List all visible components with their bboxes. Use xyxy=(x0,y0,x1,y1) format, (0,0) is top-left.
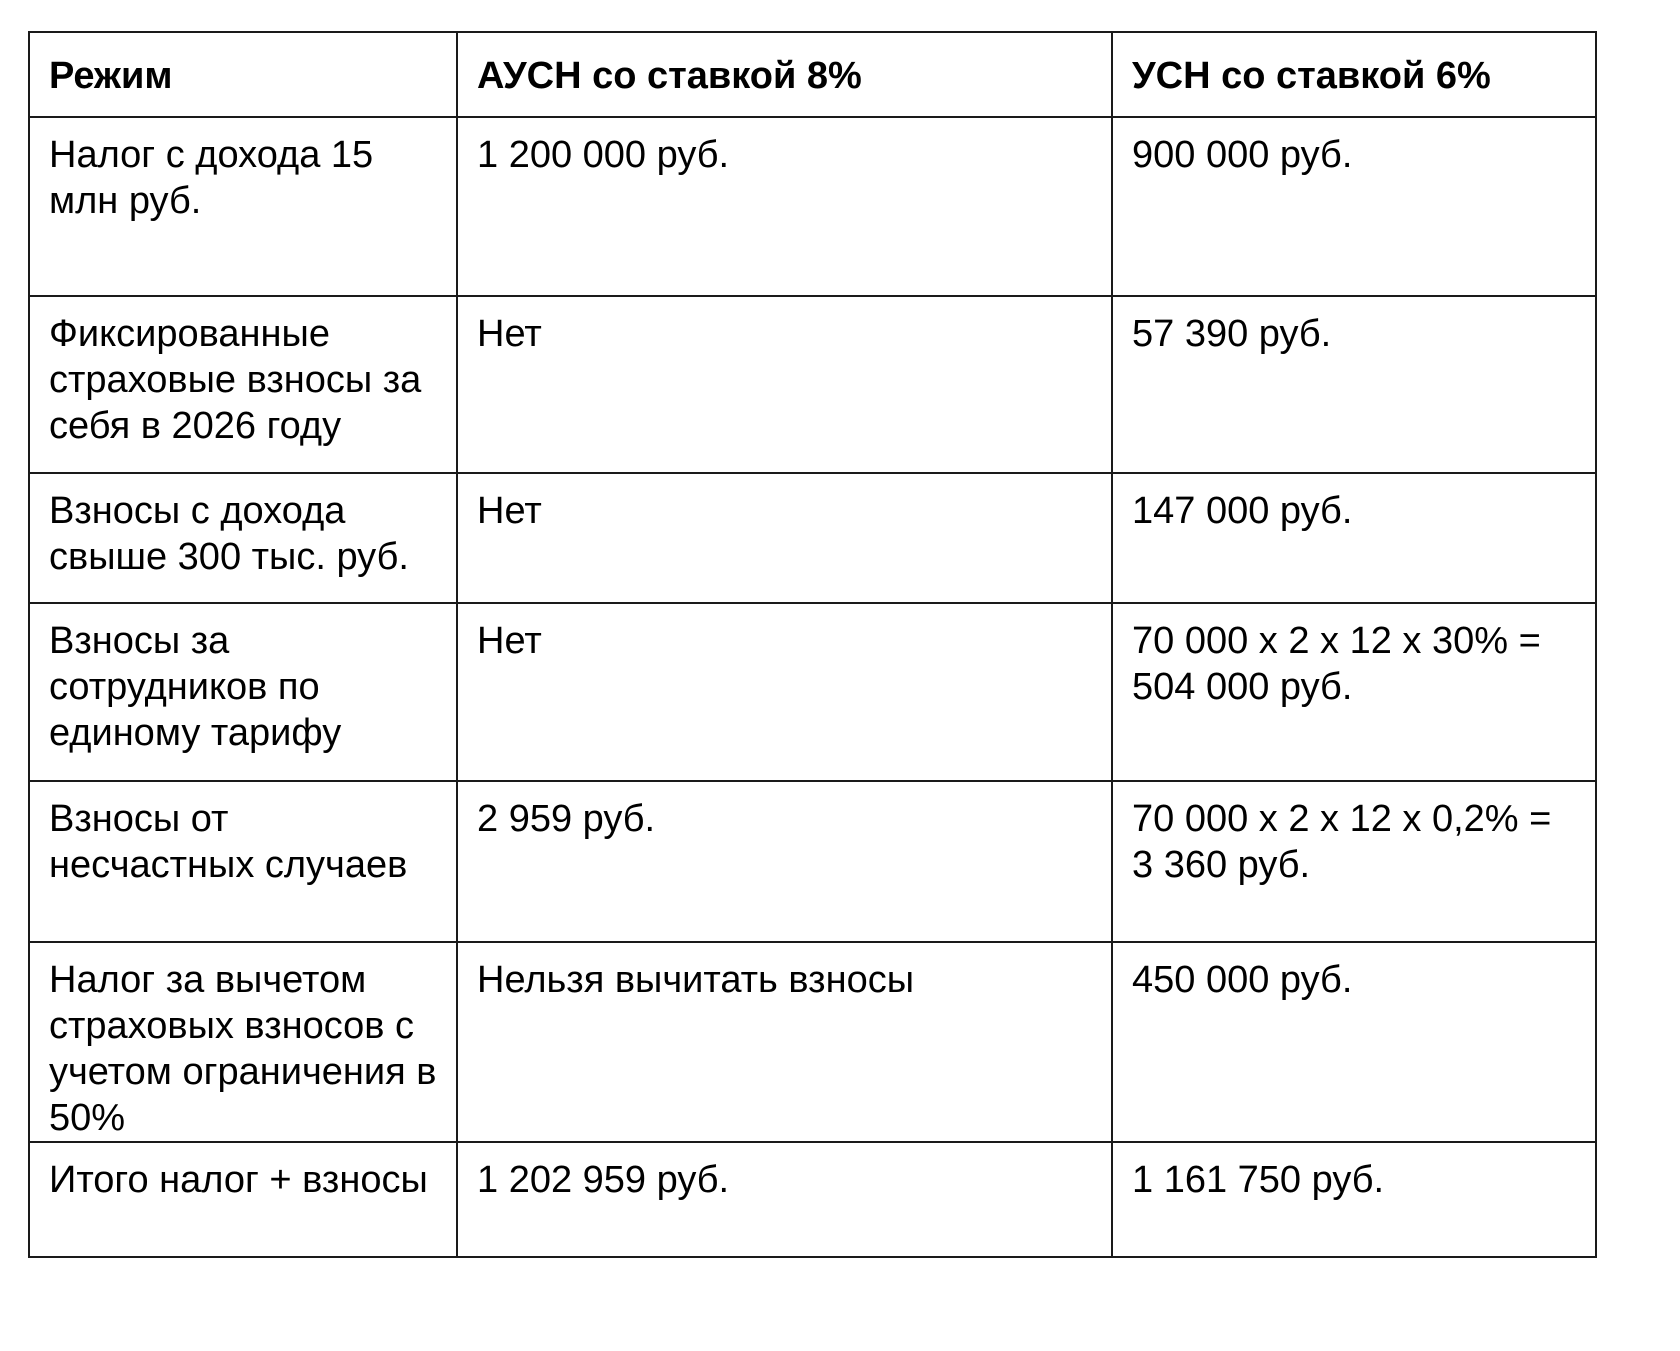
usn-value: 70 000 х 2 х 12 х 30% = 504 000 руб. xyxy=(1112,603,1596,781)
row-label: Налог за вычетом страховых взносов с учетом ограничения в 50% xyxy=(29,942,457,1142)
usn-value: 1 161 750 руб. xyxy=(1112,1142,1596,1257)
row-label: Взносы от несчастных случаев xyxy=(29,781,457,942)
table-header-row xyxy=(29,32,1596,117)
row-label: Налог с дохода 15 млн руб. xyxy=(29,117,457,296)
table-row xyxy=(29,296,1596,473)
usn-value: 450 000 руб. xyxy=(1112,942,1596,1142)
usn-value: 900 000 руб. xyxy=(1112,117,1596,296)
ausn-value: Нельзя вычитать взносы xyxy=(457,942,1112,1142)
ausn-value: 2 959 руб. xyxy=(457,781,1112,942)
row-label: Взносы с дохода свыше 300 тыс. руб. xyxy=(29,473,457,603)
table-row xyxy=(29,473,1596,603)
ausn-value: Нет xyxy=(457,603,1112,781)
ausn-value: 1 200 000 руб. xyxy=(457,117,1112,296)
usn-value: 57 390 руб. xyxy=(1112,296,1596,473)
row-label: Итого налог + взносы xyxy=(29,1142,457,1257)
table-row xyxy=(29,1142,1596,1257)
header-ausn: АУСН со ставкой 8% xyxy=(457,32,1112,117)
ausn-value: Нет xyxy=(457,473,1112,603)
header-usn: УСН со ставкой 6% xyxy=(1112,32,1596,117)
table-row xyxy=(29,603,1596,781)
row-label: Взносы за сотрудников по единому тарифу xyxy=(29,603,457,781)
table-row xyxy=(29,942,1596,1142)
row-label: Фиксированные страховые взносы за себя в 2026 году xyxy=(29,296,457,473)
ausn-value: 1 202 959 руб. xyxy=(457,1142,1112,1257)
usn-value: 147 000 руб. xyxy=(1112,473,1596,603)
usn-value: 70 000 х 2 х 12 х 0,2% = 3 360 руб. xyxy=(1112,781,1596,942)
ausn-value: Нет xyxy=(457,296,1112,473)
table-row xyxy=(29,781,1596,942)
tax-comparison-table xyxy=(28,31,1597,1258)
table-row xyxy=(29,117,1596,296)
header-regime: Режим xyxy=(29,32,457,117)
